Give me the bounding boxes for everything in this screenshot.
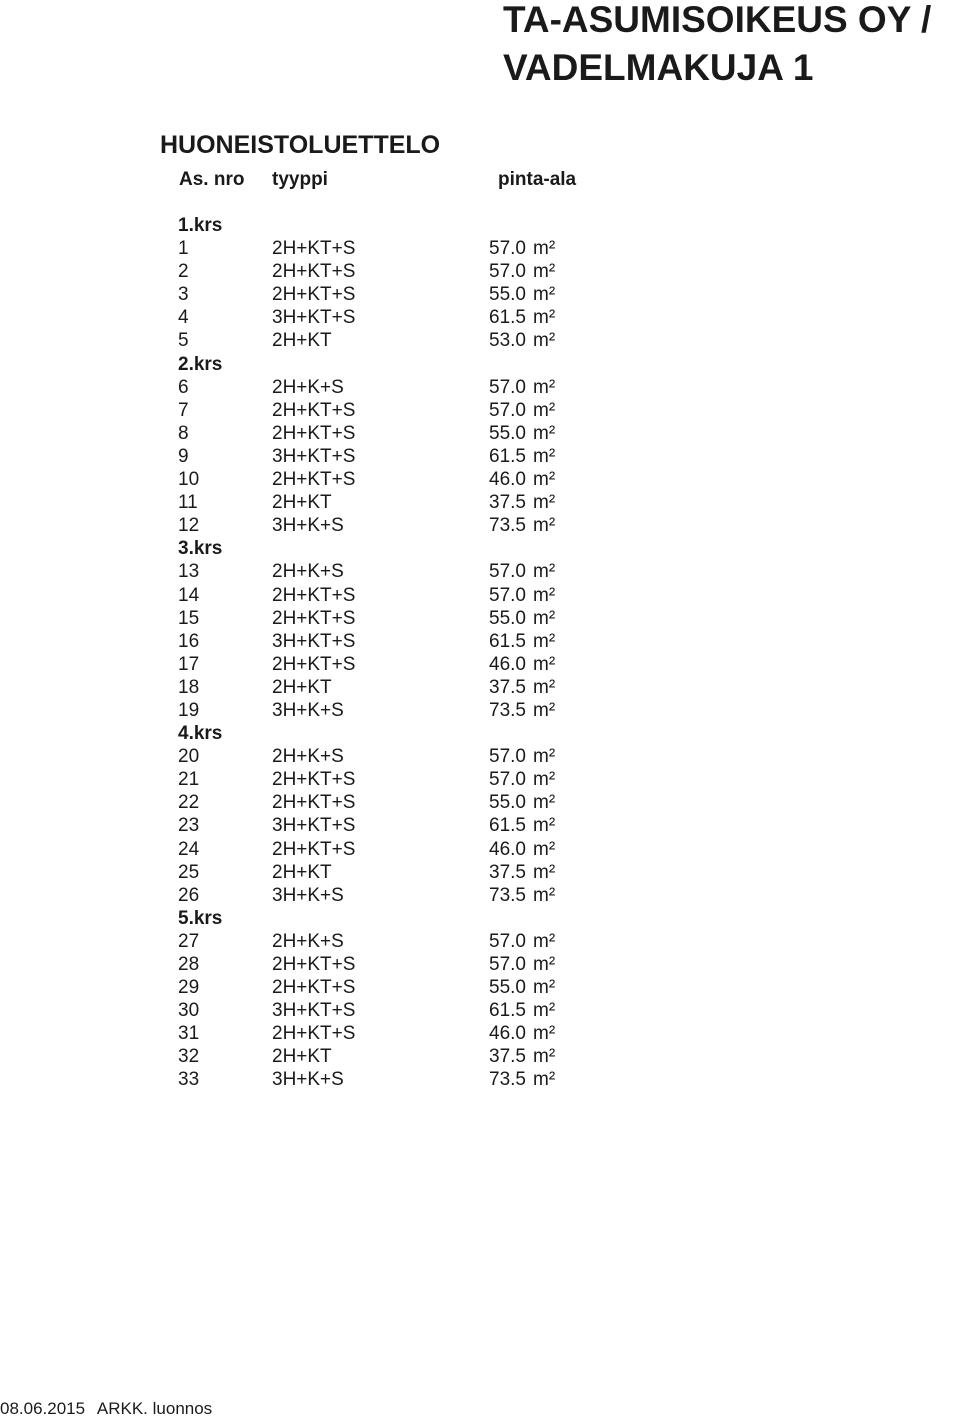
apartment-area: 57.0: [489, 769, 526, 791]
area-unit: m²: [533, 769, 556, 791]
apartment-type: 2H+KT+S: [272, 469, 356, 491]
apartment-number: 12: [178, 515, 200, 537]
apartment-row: [0, 1045, 960, 1068]
apartment-type: 2H+KT: [272, 861, 332, 883]
area-unit: m²: [533, 607, 556, 629]
apartment-type: 3H+KT+S: [272, 815, 356, 837]
apartment-row: [0, 838, 960, 861]
apartment-number: 19: [178, 699, 200, 721]
apartment-type: 2H+KT: [272, 1046, 332, 1068]
area-unit: m²: [533, 515, 556, 537]
floor-row: [0, 214, 960, 237]
apartment-number: 5: [178, 330, 189, 352]
apartment-row: [0, 399, 960, 422]
apartment-row: [0, 791, 960, 814]
apartment-row: [0, 976, 960, 999]
apartment-area: 37.5: [489, 492, 526, 514]
area-unit: m²: [533, 746, 556, 768]
apartment-number: 1: [178, 238, 189, 260]
area-unit: m²: [533, 422, 556, 444]
apartment-number: 9: [178, 445, 189, 467]
area-unit: m²: [533, 861, 556, 883]
apartment-type: 2H+K+S: [272, 746, 344, 768]
apartment-row: [0, 999, 960, 1022]
apartment-area: 46.0: [489, 838, 526, 860]
apartment-type: 2H+KT+S: [272, 769, 356, 791]
header-type: tyyppi: [272, 169, 328, 190]
apartment-number: 7: [178, 399, 189, 421]
apartment-type: 2H+K+S: [272, 561, 344, 583]
footer-note: ARKK. luonnos: [96, 1399, 213, 1418]
apartment-list: [0, 214, 960, 1092]
apartment-row: [0, 584, 960, 607]
apartment-area: 46.0: [489, 1023, 526, 1045]
area-unit: m²: [533, 792, 556, 814]
apartment-area: 61.5: [489, 1000, 526, 1022]
apartment-type: 3H+K+S: [272, 699, 344, 721]
apartment-row: [0, 329, 960, 352]
apartment-type: 2H+KT+S: [272, 653, 356, 675]
apartment-type: 2H+KT+S: [272, 284, 356, 306]
apartment-number: 21: [178, 769, 200, 791]
apartment-type: 2H+KT: [272, 676, 332, 698]
apartment-number: 14: [178, 584, 200, 606]
apartment-type: 3H+KT+S: [272, 1000, 356, 1022]
apartment-type: 2H+KT+S: [272, 238, 356, 260]
apartment-area: 61.5: [489, 445, 526, 467]
apartment-number: 4: [178, 307, 189, 329]
area-unit: m²: [533, 930, 556, 952]
page-title: [503, 0, 931, 92]
footer-date: 08.06.2015: [0, 1399, 86, 1418]
apartment-row: [0, 699, 960, 722]
apartment-number: 24: [178, 838, 200, 860]
apartment-area: 73.5: [489, 515, 526, 537]
apartment-number: 18: [178, 676, 200, 698]
apartment-area: 61.5: [489, 815, 526, 837]
apartment-type: 3H+KT+S: [272, 445, 356, 467]
apartment-number: 13: [178, 561, 200, 583]
apartment-type: 2H+K+S: [272, 930, 344, 952]
apartment-area: 57.0: [489, 746, 526, 768]
area-unit: m²: [533, 954, 556, 975]
apartment-area: 61.5: [489, 307, 526, 329]
apartment-number: 11: [178, 492, 198, 514]
apartment-row: [0, 607, 960, 630]
apartment-number: 29: [178, 977, 200, 999]
floor-row: [0, 907, 960, 930]
floor-label: 2.krs: [178, 353, 223, 375]
area-unit: m²: [533, 261, 556, 283]
apartment-area: 53.0: [489, 330, 526, 352]
footer: [0, 1399, 220, 1419]
apartment-row: [0, 283, 960, 306]
apartment-area: 57.0: [489, 399, 526, 421]
area-unit: m²: [533, 977, 556, 999]
area-unit: m²: [533, 469, 556, 491]
apartment-row: [0, 260, 960, 283]
apartment-row: [0, 1068, 960, 1091]
column-headers: [0, 168, 960, 192]
apartment-number: 30: [178, 1000, 200, 1022]
header-area: pinta-ala: [498, 169, 577, 190]
apartment-row: [0, 514, 960, 537]
apartment-number: 25: [178, 861, 200, 883]
apartment-area: 73.5: [489, 1069, 526, 1091]
area-unit: m²: [533, 492, 556, 514]
apartment-row: [0, 884, 960, 907]
apartment-area: 55.0: [489, 284, 526, 306]
apartment-type: 2H+K+S: [272, 376, 344, 398]
area-unit: m²: [533, 1023, 556, 1045]
apartment-area: 55.0: [489, 607, 526, 629]
apartment-number: 33: [178, 1069, 200, 1091]
apartment-number: 10: [178, 469, 200, 491]
area-unit: m²: [533, 376, 556, 398]
apartment-type: 3H+K+S: [272, 515, 344, 537]
apartment-type: 2H+KT+S: [272, 792, 356, 814]
apartment-number: 26: [178, 884, 200, 906]
area-unit: m²: [533, 284, 556, 306]
apartment-type: 2H+KT+S: [272, 399, 356, 421]
apartment-row: [0, 237, 960, 260]
apartment-area: 57.0: [489, 376, 526, 398]
apartment-row: [0, 768, 960, 791]
apartment-row: [0, 745, 960, 768]
apartment-number: 20: [178, 746, 200, 768]
apartment-row: [0, 630, 960, 653]
apartment-type: 2H+KT+S: [272, 584, 356, 606]
apartment-number: 31: [178, 1023, 200, 1045]
apartment-area: 73.5: [489, 884, 526, 906]
apartment-row: [0, 376, 960, 399]
title-line-2: VADELMAKUJA 1: [503, 47, 814, 88]
apartment-type: 2H+KT+S: [272, 838, 356, 860]
area-unit: m²: [533, 838, 556, 860]
apartment-type: 3H+KT+S: [272, 630, 356, 652]
apartment-number: 8: [178, 422, 189, 444]
apartment-type: 2H+KT: [272, 330, 332, 352]
apartment-number: 32: [178, 1046, 200, 1068]
apartment-number: 6: [178, 376, 189, 398]
floor-label: 3.krs: [178, 538, 223, 560]
floor-row: [0, 353, 960, 376]
floor-label: 4.krs: [178, 723, 223, 745]
apartment-row: [0, 306, 960, 329]
apartment-row: [0, 1022, 960, 1045]
apartment-number: 23: [178, 815, 200, 837]
apartment-area: 57.0: [489, 261, 526, 283]
apartment-type: 2H+KT+S: [272, 977, 356, 999]
title-line-1: TA-ASUMISOIKEUS OY /: [503, 0, 932, 40]
apartment-area: 57.0: [489, 238, 526, 260]
apartment-area: 55.0: [489, 792, 526, 814]
apartment-area: 57.0: [489, 954, 526, 975]
apartment-area: 61.5: [489, 630, 526, 652]
apartment-type: 3H+KT+S: [272, 307, 356, 329]
apartment-type: 2H+KT: [272, 492, 332, 514]
apartment-type: 3H+K+S: [272, 1069, 344, 1091]
apartment-row: [0, 560, 960, 583]
apartment-number: 22: [178, 792, 200, 814]
apartment-row: [0, 953, 960, 976]
area-unit: m²: [533, 584, 556, 606]
apartment-area: 57.0: [489, 584, 526, 606]
apartment-number: 15: [178, 607, 200, 629]
apartment-area: 73.5: [489, 699, 526, 721]
apartment-row: [0, 491, 960, 514]
apartment-type: 2H+KT+S: [272, 1023, 356, 1045]
apartment-number: 28: [178, 954, 200, 975]
apartment-row: [0, 930, 960, 953]
apartment-row: [0, 676, 960, 699]
apartment-row: [0, 653, 960, 676]
floor-label: 5.krs: [178, 907, 223, 929]
area-unit: m²: [533, 1046, 556, 1068]
apartment-area: 37.5: [489, 1046, 526, 1068]
apartment-area: 57.0: [489, 930, 526, 952]
apartment-type: 3H+K+S: [272, 884, 344, 906]
apartment-area: 37.5: [489, 861, 526, 883]
area-unit: m²: [533, 238, 556, 260]
apartment-type: 2H+KT+S: [272, 261, 356, 283]
area-unit: m²: [533, 653, 556, 675]
apartment-type: 2H+KT+S: [272, 607, 356, 629]
apartment-row: [0, 861, 960, 884]
floor-row: [0, 537, 960, 560]
apartment-type: 2H+KT+S: [272, 954, 356, 975]
apartment-area: 46.0: [489, 469, 526, 491]
area-unit: m²: [533, 630, 556, 652]
list-heading: HUONEISTOLUETTELO: [160, 131, 441, 159]
apartment-row: [0, 814, 960, 837]
area-unit: m²: [533, 561, 556, 583]
apartment-area: 55.0: [489, 422, 526, 444]
floor-row: [0, 722, 960, 745]
apartment-number: 3: [178, 284, 189, 306]
apartment-row: [0, 422, 960, 445]
apartment-row: [0, 468, 960, 491]
apartment-number: 17: [178, 653, 200, 675]
area-unit: m²: [533, 1000, 556, 1022]
area-unit: m²: [533, 330, 556, 352]
apartment-number: 2: [178, 261, 189, 283]
header-apartment-number: As. nro: [179, 169, 245, 190]
area-unit: m²: [533, 1069, 556, 1091]
area-unit: m²: [533, 815, 556, 837]
apartment-number: 27: [178, 930, 200, 952]
apartment-area: 46.0: [489, 653, 526, 675]
apartment-area: 57.0: [489, 561, 526, 583]
apartment-number: 16: [178, 630, 200, 652]
area-unit: m²: [533, 699, 556, 721]
apartment-area: 55.0: [489, 977, 526, 999]
floor-label: 1.krs: [178, 215, 223, 236]
area-unit: m²: [533, 399, 556, 421]
apartment-type: 2H+KT+S: [272, 422, 356, 444]
area-unit: m²: [533, 884, 556, 906]
apartment-row: [0, 445, 960, 468]
area-unit: m²: [533, 445, 556, 467]
apartment-area: 37.5: [489, 676, 526, 698]
area-unit: m²: [533, 307, 556, 329]
area-unit: m²: [533, 676, 556, 698]
